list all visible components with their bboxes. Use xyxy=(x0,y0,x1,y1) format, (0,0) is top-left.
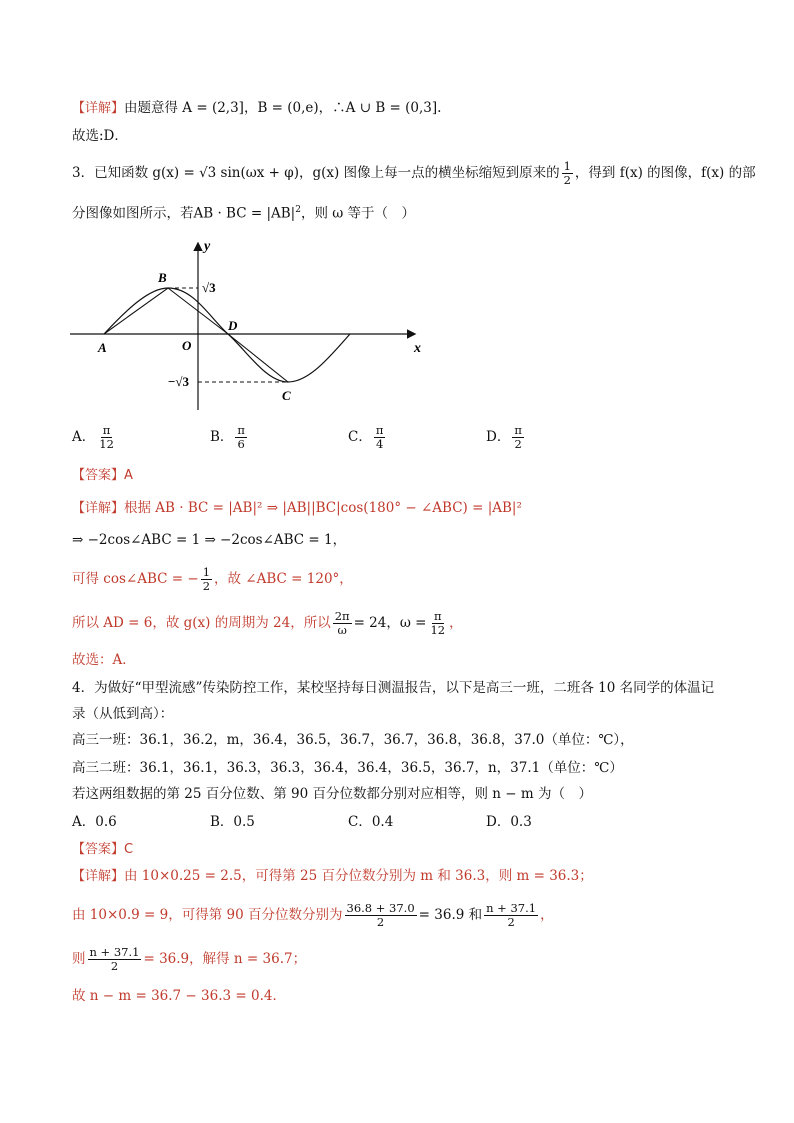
q3-detail-line1: 【详解】根据 AB · BC = |AB|² ⇒ |AB||BC|cos(180° − ∠ABC) = |AB|² xyxy=(72,500,522,516)
q3-option-c[interactable]: C． $\frac{\pi}{4}$ xyxy=(348,423,384,451)
detail-line-q2 xyxy=(72,98,441,119)
sine-graph-figure xyxy=(70,236,430,416)
q3-stem-part1: 3．已知函数 g(x) = √3 sin(ωx + φ)，g(x) 图像上每一点的横坐标缩短到原来的 xyxy=(72,165,560,181)
q4-detail-line2: 由 10×0.9 = 9，可得第 90 百分位数分别为 $\frac{36.8 + 37.0}{2}$ = 36.9 和 $\frac{n + 37.1}{2}$ ， xyxy=(72,901,554,929)
detail-tag: 【详解】 xyxy=(72,101,125,116)
q3-stem-part2: ，得到 f(x) 的图像，f(x) 的部 xyxy=(574,165,756,181)
label-neg-sqrt3: −√3 xyxy=(168,374,190,389)
label-point-b: B xyxy=(158,270,167,285)
q4-option-c[interactable]: C．0.4 xyxy=(348,814,394,830)
q4-class2-data: 高三二班：36.1，36.1，36.3，36.3，36.4，36.4，36.5，36.7，n，37.1（单位：℃） xyxy=(72,760,623,776)
q3-stem-line2: 分图像如图所示，若AB · BC = $|AB|^2$，则 ω 等于（ ） xyxy=(72,205,416,222)
choose-line-q2: 故选:D． xyxy=(72,128,128,144)
q3-option-b[interactable]: B． $\frac{\pi}{6}$ xyxy=(210,423,245,451)
label-sqrt3: √3 xyxy=(202,280,216,295)
label-point-a: A xyxy=(98,340,107,355)
label-y: y xyxy=(204,239,211,254)
q4-stem-line5: 若这两组数据的第 25 百分位数、第 90 百分位数都分别对应相等，则 n − m 为（ ） xyxy=(72,786,592,802)
q3-choose: 故选：A． xyxy=(72,652,136,668)
q3-stem-part3: 分图像如图所示，若 xyxy=(72,205,194,222)
q4-stem-line1: 4．为做好“甲型流感”传染防控工作，某校坚持每日测温报告，以下是高三一班，二班各 10 名同学的体温记 xyxy=(72,680,715,696)
label-point-c: C xyxy=(282,388,291,403)
detail-text: 由题意得 A = (2,3]，B = (0,e)，∴A ∪ B = (0,3]. xyxy=(124,100,442,116)
q4-option-a[interactable]: A．0.6 xyxy=(72,814,117,830)
q4-detail-line3: 则 $\frac{n + 37.1}{2}$ = 36.9，解得 n = 36.7； xyxy=(72,945,307,973)
q3-answer: 【答案】A xyxy=(72,468,133,483)
q3-stem-part4: ，则 ω 等于（ ） xyxy=(300,205,416,222)
label-point-d: D xyxy=(228,318,238,333)
q4-detail-line1: 【详解】由 10×0.25 = 2.5，可得第 25 百分位数分别为 m 和 36.3，则 m = 36.3； xyxy=(72,868,593,884)
sine-curve xyxy=(104,288,350,382)
q3-option-a[interactable]: A． $\frac{\pi}{12}$ xyxy=(72,423,114,451)
fraction-half: $\frac{1}{2}$ xyxy=(563,159,571,187)
q3-option-d[interactable]: D． $\frac{\pi}{2}$ xyxy=(486,423,522,451)
q4-option-d[interactable]: D．0.3 xyxy=(486,814,532,830)
label-origin: O xyxy=(182,338,192,353)
q3-stem-line1 xyxy=(72,160,756,187)
q4-answer: 【答案】C xyxy=(72,842,134,857)
q4-stem-line2: 录（从低到高）： xyxy=(72,706,174,722)
q4-detail-line4: 故 n − m = 36.7 − 36.3 = 0.4． xyxy=(72,988,286,1004)
q3-vector-expr: AB · BC = |AB| xyxy=(193,205,296,222)
q3-detail-line2: ⇒ −2cos∠ABC = 1 ⇒ −2cos∠ABC = 1， xyxy=(72,532,347,548)
label-x: x xyxy=(414,341,421,356)
q4-class1-data: 高三一班：36.1，36.2，m，36.4，36.5，36.7，36.7，36.8，36.8，37.0（单位：℃）， xyxy=(72,732,634,748)
q4-option-b[interactable]: B．0.5 xyxy=(210,814,255,830)
q3-detail-line3: 可得 cos∠ABC = − $\frac{1}{2}$ ，故 ∠ABC = 120°， xyxy=(72,565,353,593)
q3-detail-line4: 所以 AD = 6，故 g(x) 的周期为 24，所以 $\frac{2\pi}{\omega}$ = 24，ω = $\frac{\pi}{12}$ ， xyxy=(72,609,463,637)
